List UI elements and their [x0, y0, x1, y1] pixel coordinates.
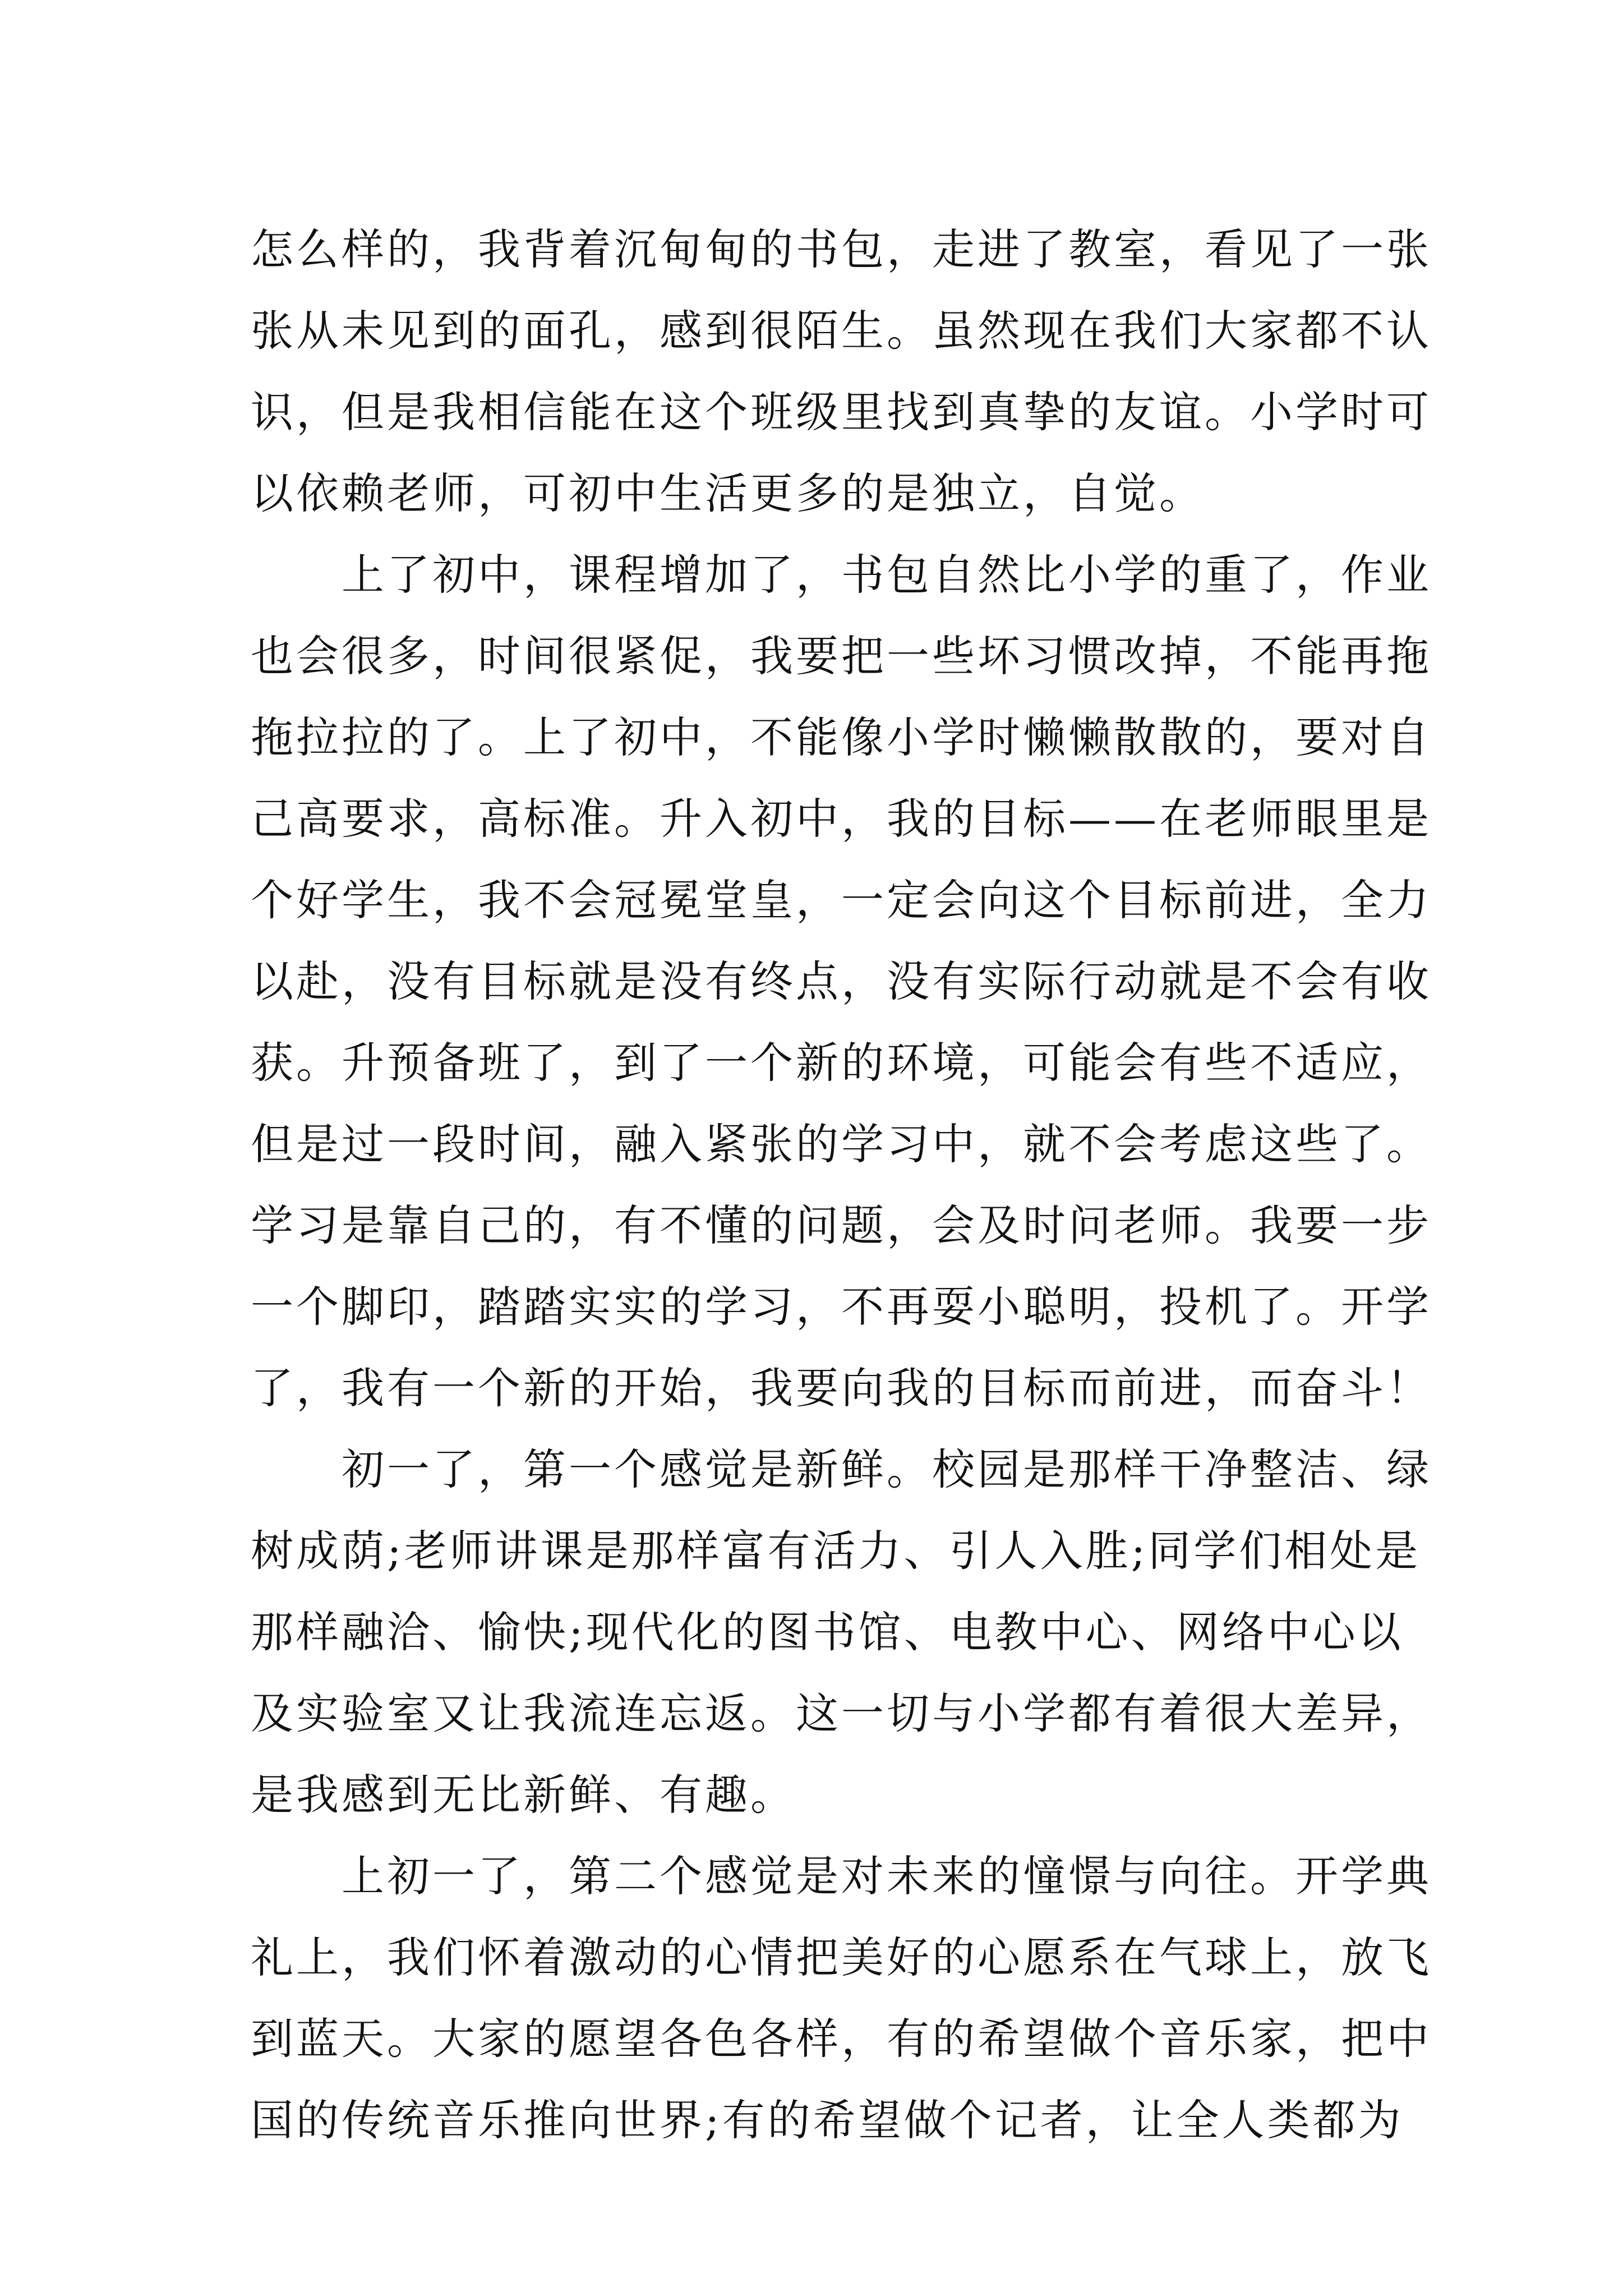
text-line: 及实验室又让我流连忘返。这一切与小学都有着很大差异， — [251, 1688, 1432, 1738]
text-line: 个好学生，我不会冠冕堂皇，一定会向这个目标前进，全力 — [251, 875, 1432, 925]
text-line: 拖拉拉的了。上了初中，不能像小学时懒懒散散的，要对自 — [251, 712, 1432, 762]
body-text — [251, 209, 1432, 2161]
text-line: 到蓝天。大家的愿望各色各样，有的希望做个音乐家，把中 — [251, 2014, 1432, 2064]
text-line: 是我感到无比新鲜、有趣。 — [251, 1770, 796, 1820]
text-line: 国的传统音乐推向世界;有的希望做个记者，让全人类都为 — [251, 2095, 1404, 2145]
text-line: 学习是靠自己的，有不懂的问题，会及时问老师。我要一步 — [251, 1200, 1432, 1250]
text-line: 树成荫;老师讲课是那样富有活力、引人入胜;同学们相处是 — [251, 1526, 1421, 1576]
text-line: 一个脚印，踏踏实实的学习，不再耍小聪明，投机了。开学 — [251, 1282, 1432, 1332]
text-line: 礼上，我们怀着激动的心情把美好的心愿系在气球上，放飞 — [251, 1932, 1432, 1982]
text-line: 己高要求，高标准。升入初中，我的目标——在老师眼里是 — [251, 794, 1432, 844]
text-line: 上了初中，课程增加了，书包自然比小学的重了，作业 — [251, 550, 1432, 600]
text-line: 以赴，没有目标就是没有终点，没有实际行动就是不会有收 — [251, 956, 1432, 1006]
text-line: 张从未见到的面孔，感到很陌生。虽然现在我们大家都不认 — [251, 306, 1432, 356]
text-line: 也会很多，时间很紧促，我要把一些坏习惯改掉，不能再拖 — [251, 631, 1432, 681]
text-line: 获。升预备班了，到了一个新的环境，可能会有些不适应， — [251, 1038, 1432, 1088]
text-line: 那样融洽、愉快;现代化的图书馆、电教中心、网络中心以 — [251, 1607, 1404, 1657]
text-line: 但是过一段时间，融入紧张的学习中，就不会考虑这些了。 — [251, 1119, 1432, 1169]
text-line: 识，但是我相信能在这个班级里找到真挚的友谊。小学时可 — [251, 387, 1432, 437]
text-line: 怎么样的，我背着沉甸甸的书包，走进了教室，看见了一张 — [251, 224, 1432, 274]
text-line: 以依赖老师，可初中生活更多的是独立，自觉。 — [251, 468, 1205, 518]
text-line: 上初一了，第二个感觉是对未来的憧憬与向往。开学典 — [251, 1851, 1432, 1901]
text-line: 初一了，第一个感觉是新鲜。校园是那样干净整洁、绿 — [251, 1444, 1432, 1494]
text-line: 了，我有一个新的开始，我要向我的目标而前进，而奋斗！ — [251, 1363, 1432, 1413]
